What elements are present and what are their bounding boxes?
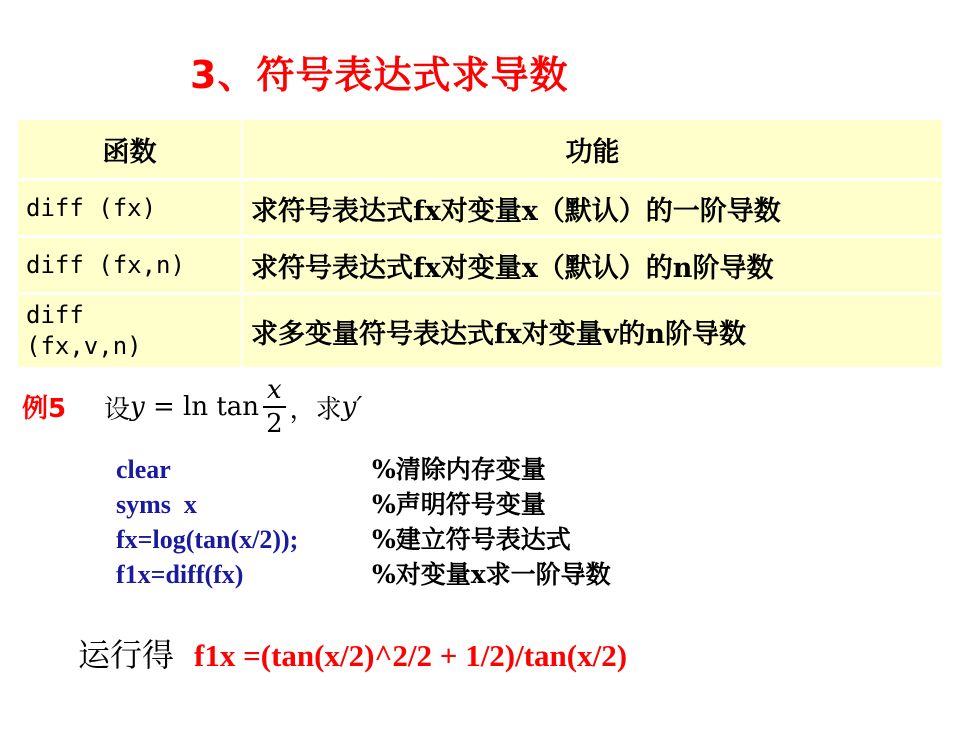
formula-target: y′ [341, 392, 363, 422]
table-header-row [18, 120, 943, 180]
function-name: diff (fx,v,n) [18, 294, 242, 369]
formula-expression: = ln tan [144, 392, 260, 422]
result-value: f1x =(tan(x/2)^2/2 + 1/2)/tan(x/2) [194, 638, 628, 673]
function-name: diff (fx,n) [18, 237, 242, 294]
formula-suffix: ，求 [289, 394, 342, 425]
formula-fraction [263, 377, 286, 437]
header-function: 函数 [18, 120, 242, 180]
fraction-denominator: 2 [263, 406, 286, 437]
formula-prefix: 设 [104, 394, 131, 425]
table-row [18, 237, 943, 294]
function-description: 求符号表达式fx对变量x（默认）的n阶导数 [242, 237, 943, 294]
code-line: f1x=diff(fx) [116, 560, 244, 589]
example-label: 例5 [22, 394, 67, 424]
code-block [116, 452, 298, 592]
code-comment: %建立符号表达式 [372, 525, 571, 554]
table-row [18, 180, 943, 237]
code-line: fx=log(tan(x/2)); [116, 525, 299, 554]
function-description: 求多变量符号表达式fx对变量v的n阶导数 [242, 294, 943, 369]
code-line: syms x [116, 490, 197, 519]
header-description: 功能 [242, 120, 943, 180]
code-comment: %清除内存变量 [372, 455, 546, 484]
code-comment: %对变量x求一阶导数 [372, 560, 611, 589]
table-row [18, 294, 943, 369]
comment-block [372, 452, 611, 592]
result-label: 运行得 [78, 636, 175, 674]
code-line: clear [116, 455, 171, 484]
code-comment: %声明符号变量 [372, 490, 546, 519]
result-line [78, 630, 627, 676]
function-table [18, 120, 944, 370]
fraction-numerator: x [267, 375, 282, 405]
example-formula [104, 372, 362, 442]
function-name: diff (fx) [18, 180, 242, 237]
slide-title: 3、符号表达式求导数 [190, 53, 569, 97]
formula-variable: y [130, 392, 145, 422]
function-description: 求符号表达式fx对变量x（默认）的一阶导数 [242, 180, 943, 237]
